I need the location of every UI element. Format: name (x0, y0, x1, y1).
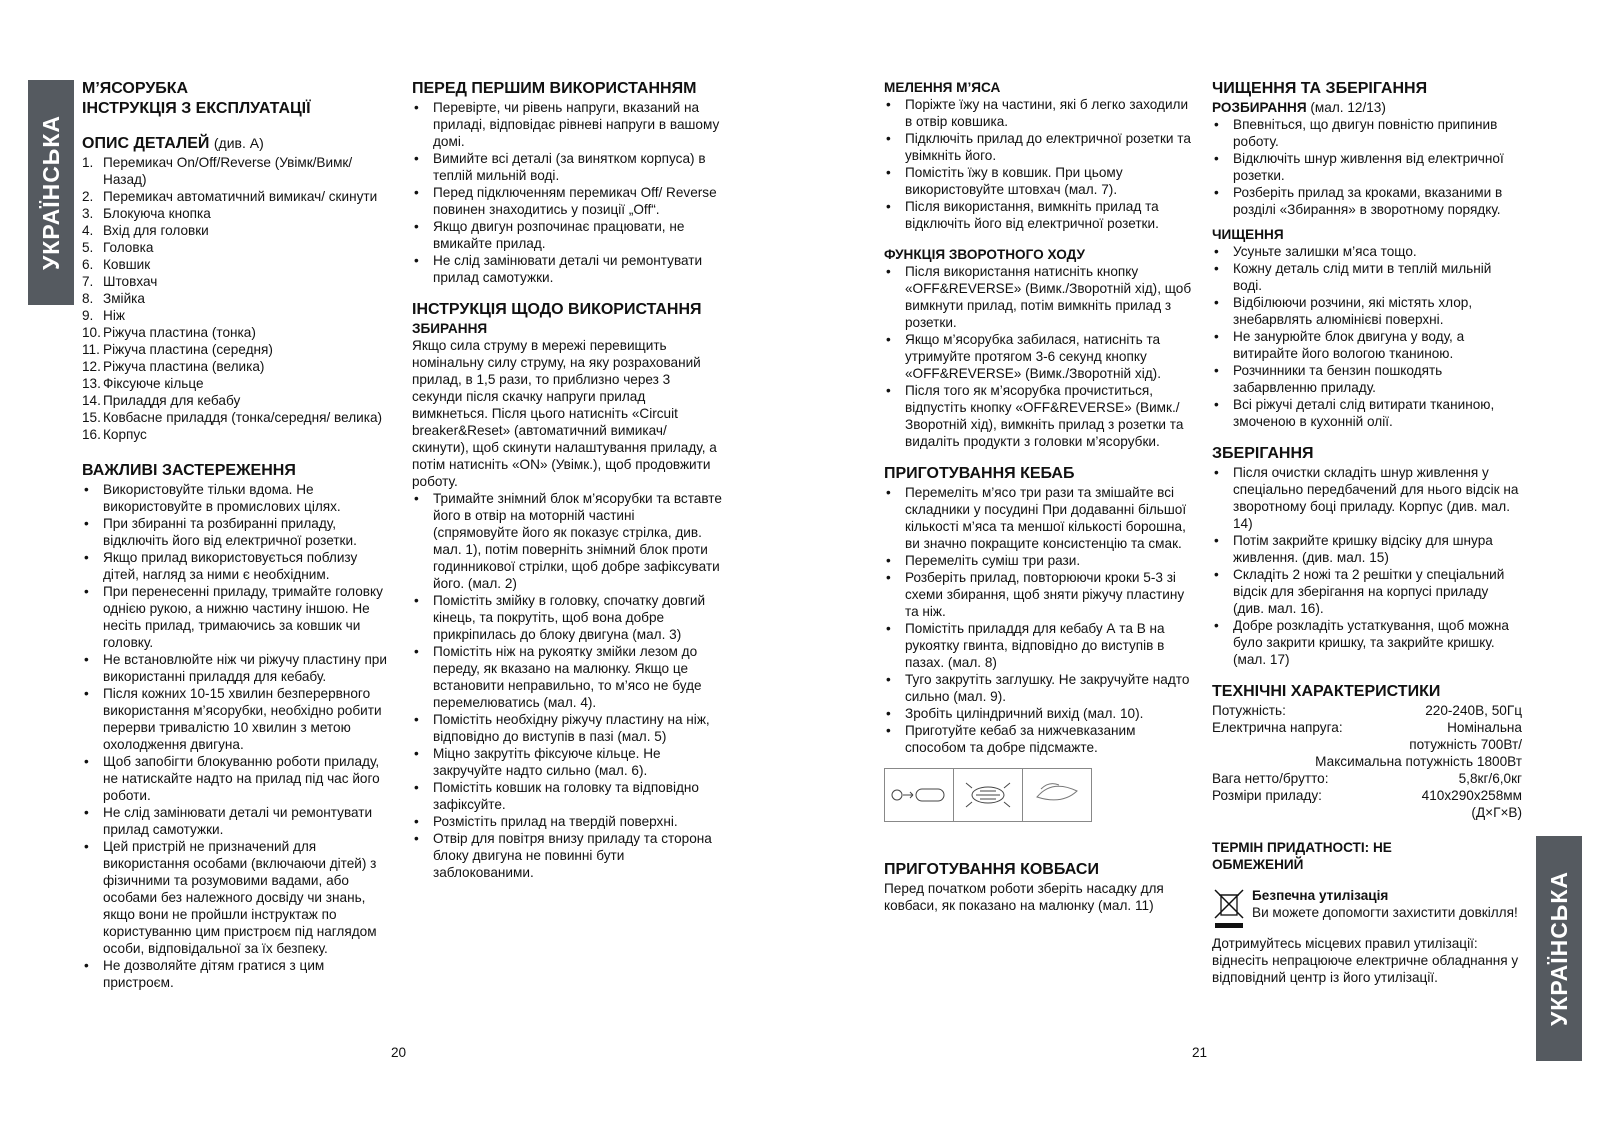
side-tab-left (28, 80, 74, 305)
list-item: • Перемеліть м’ясо три рази та змішайте всі складники у посудині При додаванні більшої кількості м’яса та меншої кількості борошна, ви значно покращите консистенцію та смак. (884, 484, 1194, 552)
column-3 (884, 79, 1194, 914)
column-4 (1212, 79, 1522, 986)
part-number: 5. (82, 240, 94, 255)
part-number: 12. (82, 359, 101, 374)
list-item: • Складіть 2 ножі та 2 решітки у спеціальний відсік для зберігання на корпусі приладу (див. мал. 16). (1212, 566, 1522, 617)
list-item: • Щоб запобігти блокуванню роботи приладу, не натискайте надто на прилад під час його роботи. (82, 753, 392, 804)
list-item: • Розмістіть прилад на твердій поверхні. (412, 813, 722, 830)
part-label: Головка (103, 240, 154, 255)
list-item: • Добре розкладіть устаткування, щоб можна було закрити кришку, та закрийте кришку. (мал. 17) (1212, 617, 1522, 668)
list-item: • При збиранні та розбиранні приладу, відключіть його від електричної розетки. (82, 515, 392, 549)
list-item: • Зробіть циліндричний вихід (мал. 10). (884, 705, 1194, 722)
part-number: 3. (82, 206, 94, 221)
doc-subtitle: ІНСТРУКЦІЯ З ЕКСПЛУАТАЦІЇ (82, 100, 311, 117)
list-item: • Помістіть ніж на рукоятку змійки лезом до переду, як вказано на малюнку. Якщо це встановити неправильно, то м’ясо не буде перемелюватись (мал. 4). (412, 643, 722, 711)
list-item: • Не слід замінювати деталі чи ремонтувати прилад самотужки. (82, 804, 392, 838)
spec-row (1212, 770, 1522, 787)
part-label: Приладдя для кебабу (103, 393, 241, 408)
part-item (82, 358, 392, 375)
part-item (82, 239, 392, 256)
parts-heading: ОПИС ДЕТАЛЕЙ (див. А) (82, 135, 264, 152)
part-label: Вхід для головки (103, 223, 209, 238)
part-label: Перемикач On/Off/Reverse (Увімк/Вимк/Назад) (103, 155, 353, 187)
part-item (82, 426, 392, 443)
part-item (82, 256, 392, 273)
list-item: • Помістіть необхідну ріжучу пластину на ніж, відповідно до виступів в пазі (мал. 5) (412, 711, 722, 745)
list-item: • Перевірте, чи рівень напруги, вказаний на приладі, відповідає рівневі напруги в вашому домі. (412, 99, 722, 150)
grinding-list (884, 96, 1194, 232)
list-item: • Впевніться, що двигун повністю припинив роботу. (1212, 116, 1522, 150)
disposal-text: Дотримуйтесь місцевих правил утилізації: віднесіть непрацююче електричне обладнання у відповідний центр із його утилізації. (1212, 936, 1519, 985)
clean-heading: ЧИЩЕННЯ (1212, 227, 1284, 242)
list-item: • Розберіть прилад за кроками, вказаними в розділі «Збирання» в зворотному порядку. (1212, 184, 1522, 218)
list-item: • Не дозволяйте дітям гратися з цим пристроєм. (82, 957, 392, 991)
crossed-bin-icon (1212, 887, 1246, 935)
list-item: • Підключіть прилад до електричної розетки та увімкніть його. (884, 130, 1194, 164)
disassembly-heading: РОЗБИРАННЯ (мал. 12/13) (1212, 100, 1386, 115)
sausage-heading: ПРИГОТУВАННЯ КОВБАСИ (884, 861, 1099, 878)
list-item: • При перенесенні приладу, тримайте головку однією рукою, а нижню частину іншою. Не несіть прилад, тримаючись за ковшик чи головку. (82, 583, 392, 651)
side-tab-right (1536, 836, 1582, 1061)
part-item (82, 307, 392, 324)
spec-row (1212, 753, 1522, 770)
page-number-right: 21 (1192, 1045, 1208, 1060)
list-item: • Розчинники та бензин пошкодять забарвленню приладу. (1212, 362, 1522, 396)
part-label: Змійка (103, 291, 145, 306)
list-item: • Після використання натисніть кнопку «OFF&REVERSE» (Вимк./Зворотній хід), щоб вимкнути прилад, потім вимкніть прилад з розетки. (884, 263, 1194, 331)
spec-value: 220-240В, 50Гц (1425, 703, 1522, 718)
list-item: • Потім закрийте кришку відсіку для шнура живлення. (див. мал. 15) (1212, 532, 1522, 566)
part-number: 13. (82, 376, 101, 391)
part-label: Ковшик (103, 257, 151, 272)
spec-label: Розміри приладу: (1212, 788, 1322, 803)
spec-value: (Д×Г×В) (1471, 805, 1522, 820)
list-item: • Цей пристрій не призначений для використання особами (включаючи дітей) з фізичними та розумовими вадами, або особами без належного досвіду чи знань, якщо вони не пройшли інструктаж по користуванню цим пристроєм під наглядом особи, відповідальної за їх безпеку. (82, 838, 392, 957)
part-item (82, 324, 392, 341)
spec-row (1212, 719, 1522, 736)
list-item: • Помістіть ковшик на головку та відповідно зафіксуйте. (412, 779, 722, 813)
part-number: 2. (82, 189, 94, 204)
before-use-heading: ПЕРЕД ПЕРШИМ ВИКОРИСТАННЯМ (412, 80, 697, 97)
kebab-heading: ПРИГОТУВАННЯ КЕБАБ (884, 465, 1075, 482)
part-number: 14. (82, 393, 101, 408)
assembly-list (412, 490, 722, 881)
list-item: • Після використання, вимкніть прилад та відключіть його від електричної розетки. (884, 198, 1194, 232)
part-number: 7. (82, 274, 94, 289)
spec-value: 5,8кг/6,0кг (1458, 771, 1522, 786)
part-item (82, 341, 392, 358)
spec-value: Максимальна потужність 1800Вт (1315, 754, 1522, 769)
page-number-left: 20 (391, 1045, 407, 1060)
list-item: • Тримайте знімний блок м’ясорубки та вставте його в отвір на моторній частині (спрямовуйте його як показує стрілка, див. мал. 1), потім поверніть знімний блок проти годинникової стрілки, щоб добре зафіксувати його. (мал. 2) (412, 490, 722, 592)
part-label: Штовхач (103, 274, 158, 289)
part-label: Ніж (103, 308, 125, 323)
tech-specs-heading: ТЕХНІЧНІ ХАРАКТЕРИСТИКИ (1212, 683, 1441, 700)
kebab-list (884, 484, 1194, 756)
shelf-life-heading: ТЕРМІН ПРИДАТНОСТІ: НЕ ОБМЕЖЕНИЙ (1212, 840, 1392, 872)
part-number: 9. (82, 308, 94, 323)
part-label: Ріжуча пластина (тонка) (103, 325, 256, 340)
grinding-heading: МЕЛЕННЯ М’ЯСА (884, 80, 1001, 95)
column-2 (412, 79, 722, 881)
list-item: • Якщо м’ясорубка забилася, натисніть та утримуйте протягом 3-6 секунд кнопку «OFF&REVERSE» (Вимк./Зворотній хід). (884, 331, 1194, 382)
part-item (82, 375, 392, 392)
spec-row (1212, 804, 1522, 821)
list-item: • Помістіть змійку в головку, спочатку довгий кінець, та покрутіть, щоб вона добре прикріпилась до блоку двигуна (мал. 3) (412, 592, 722, 643)
storage-list (1212, 464, 1522, 668)
tech-specs-table (1212, 702, 1522, 821)
list-item: • Міцно закрутіть фіксуюче кільце. Не закручуйте надто сильно (мал. 6). (412, 745, 722, 779)
list-item: • Приготуйте кебаб за нижчевказаним способом та добре підсмажте. (884, 722, 1194, 756)
part-label: Фіксуюче кільце (103, 376, 204, 391)
part-label: Ковбасне приладдя (тонка/середня/ велика) (103, 410, 383, 425)
list-item: • Якщо прилад використовується поблизу дітей, нагляд за ними є необхідним. (82, 549, 392, 583)
kebab-figure (884, 768, 1092, 822)
list-item: • Перемеліть суміш три рази. (884, 552, 1194, 569)
assembly-heading: ЗБИРАННЯ (412, 321, 488, 336)
figure-nozzle-image (885, 769, 954, 821)
list-item: • Туго закрутіть заглушку. Не закручуйте надто сильно (мал. 9). (884, 671, 1194, 705)
clean-list (1212, 243, 1522, 430)
part-label: Ріжуча пластина (велика) (103, 359, 265, 374)
list-item: • Якщо двигун розпочинає працювати, не вмикайте прилад. (412, 218, 722, 252)
part-number: 10. (82, 325, 101, 340)
side-tab-label: УКРАЇНСЬКА (37, 114, 64, 271)
part-label: Перемикач автоматичний вимикач/ скинути (103, 189, 378, 204)
part-item (82, 290, 392, 307)
list-item: • Не занурюйте блок двигуна у воду, а витирайте його вологою тканиною. (1212, 328, 1522, 362)
part-item (82, 154, 392, 188)
spec-value: 410x290x258мм (1421, 788, 1522, 803)
warnings-heading: ВАЖЛИВІ ЗАСТЕРЕЖЕННЯ (82, 462, 296, 479)
part-item (82, 222, 392, 239)
part-item (82, 205, 392, 222)
disposal-line: Ви можете допомогти захистити довкілля! (1252, 905, 1518, 920)
part-number: 8. (82, 291, 94, 306)
figure-kebab-image (1023, 769, 1091, 821)
doc-title: М’ЯСОРУБКА (82, 80, 189, 97)
spec-label: Вага нетто/брутто: (1212, 771, 1329, 786)
spec-row (1212, 702, 1522, 719)
spec-row (1212, 736, 1522, 753)
spec-label: Потужність: (1212, 703, 1286, 718)
side-tab-label: УКРАЇНСЬКА (1545, 870, 1572, 1027)
parts-list (82, 154, 392, 443)
list-item: • Не слід замінювати деталі чи ремонтувати прилад самотужки. (412, 252, 722, 286)
sausage-text: Перед початком роботи зберіть насадку для ковбаси, як показано на малюнку (мал. 11) (884, 881, 1164, 913)
list-item: • Отвір для повітря внизу приладу та сторона блоку двигуна не повинні бути заблокованими. (412, 830, 722, 881)
list-item: • Відбілюючи розчини, які містять хлор, знебарвлять алюмінієві поверхні. (1212, 294, 1522, 328)
list-item: • Після кожних 10-15 хвилин безперервного використання м’ясорубки, необхідно робити перерви тривалістю 10 хвилин з метою охолодження двигуна. (82, 685, 392, 753)
spec-value: Номінальна (1447, 720, 1522, 735)
part-number: 4. (82, 223, 94, 238)
list-item: • Вимийте всі деталі (за винятком корпуса) в теплій мильній воді. (412, 150, 722, 184)
column-1 (82, 79, 392, 991)
list-item: • Використовуйте тільки вдома. Не використовуйте в промислових цілях. (82, 481, 392, 515)
list-item: • Усуньте залишки м’яса тощо. (1212, 243, 1522, 260)
part-label: Корпус (103, 427, 147, 442)
list-item: • Поріжте їжу на частини, які б легко заходили в отвір ковшика. (884, 96, 1194, 130)
part-number: 15. (82, 410, 101, 425)
part-label: Ріжуча пластина (середня) (103, 342, 273, 357)
list-item: • Після того як м’ясорубка прочиститься, відпустіть кнопку «OFF&REVERSE» (Вимк./Зворотній хід), вимкніть прилад з розетки та видаліть продукти з головки м’ясорубки. (884, 382, 1194, 450)
part-label: Блокуюча кнопка (103, 206, 211, 221)
list-item: • Після очистки складіть шнур живлення у спеціально передбачений для нього відсік на зворотному боці приладу. Корпус (див. мал. 14) (1212, 464, 1522, 532)
list-item: • Не встановлюйте ніж чи ріжучу пластину при використанні приладдя для кебабу. (82, 651, 392, 685)
list-item: • Помістіть їжу в ковшик. При цьому використовуйте штовхач (мал. 7). (884, 164, 1194, 198)
disposal-title: Безпечна утилізація (1252, 888, 1389, 903)
assembly-intro: Якщо сила струму в мережі перевищить номінальну силу струму, на яку розрахований прилад, в 1,5 рази, то приблизно через 3 секунди після скачку напруги прилад вимкнеться. Після цього натисніть «Circuit breaker&Reset» (автоматичний вимикач/скинути), щоб скинути налаштування приладу, а потім натисніть «ON» (Увімк.), щоб продовжити роботу. (412, 338, 717, 489)
reverse-list (884, 263, 1194, 450)
part-number: 1. (82, 155, 94, 170)
list-item: • Кожну деталь слід мити в теплій мильній воді. (1212, 260, 1522, 294)
usage-heading: ІНСТРУКЦІЯ ЩОДО ВИКОРИСТАННЯ (412, 301, 702, 318)
part-item (82, 409, 392, 426)
reverse-heading: ФУНКЦІЯ ЗВОРОТНОГО ХОДУ (884, 247, 1085, 262)
list-item: • Відключіть шнур живлення від електричної розетки. (1212, 150, 1522, 184)
spec-value: потужність 700Вт/ (1409, 737, 1522, 752)
disposal-block (1212, 887, 1522, 935)
before-use-list (412, 99, 722, 286)
part-number: 11. (82, 342, 100, 357)
part-item (82, 188, 392, 205)
storage-heading: ЗБЕРІГАННЯ (1212, 445, 1314, 462)
cleaning-heading: ЧИЩЕННЯ ТА ЗБЕРІГАННЯ (1212, 80, 1428, 97)
warnings-list (82, 481, 392, 991)
part-item (82, 273, 392, 290)
spec-label: Електрична напруга: (1212, 720, 1343, 735)
list-item: • Розберіть прилад, повторюючи кроки 5-3 зі схеми збирання, щоб зняти ріжучу пластину та ніж. (884, 569, 1194, 620)
list-item: • Перед підключенням перемикач Off/ Reverse повинен знаходитись у позиції „Off“. (412, 184, 722, 218)
part-number: 6. (82, 257, 94, 272)
figure-meat-image (954, 769, 1023, 821)
list-item: • Всі ріжучі деталі слід витирати тканиною, змоченою в кухонній олії. (1212, 396, 1522, 430)
list-item: • Помістіть приладдя для кебабу А та В на рукоятку гвинта, відповідно до виступів в пазах. (мал. 8) (884, 620, 1194, 671)
disassembly-list (1212, 116, 1522, 218)
spec-row (1212, 787, 1522, 804)
part-number: 16. (82, 427, 101, 442)
part-item (82, 392, 392, 409)
